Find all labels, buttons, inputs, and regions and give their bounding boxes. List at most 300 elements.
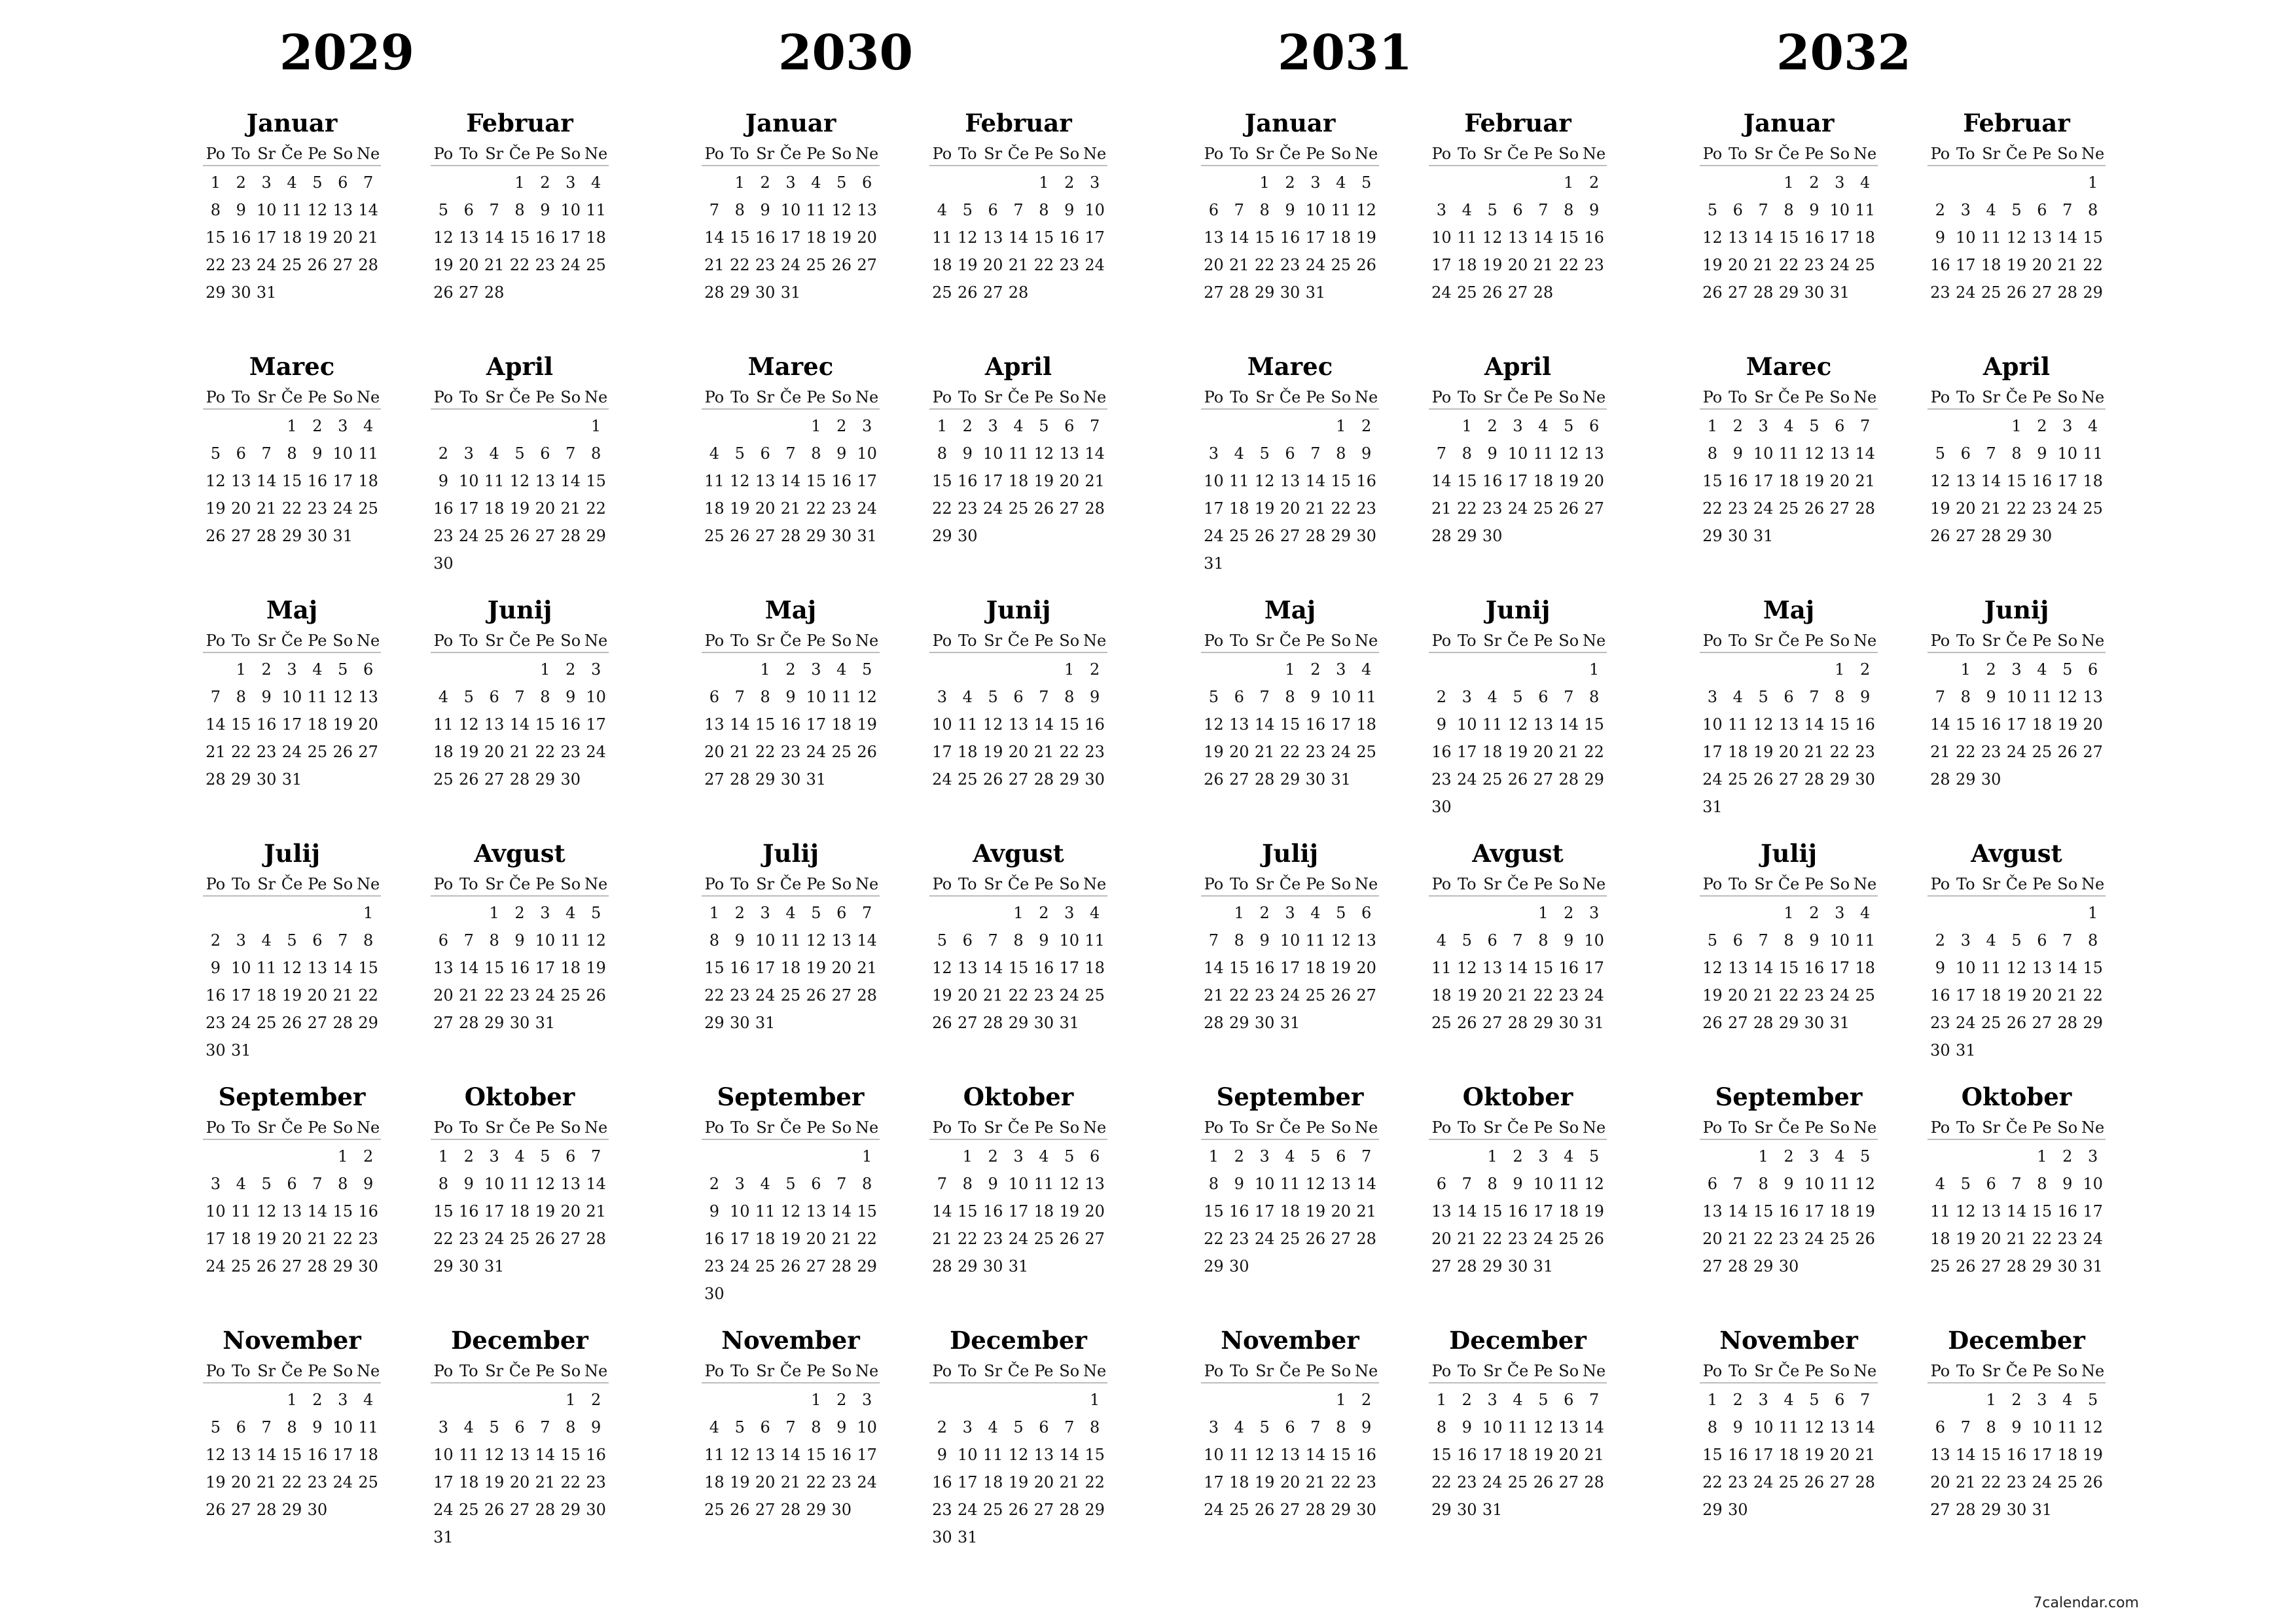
- month-marec: [203, 352, 381, 590]
- day-cell: 9: [1310, 688, 1321, 706]
- day-cell: 7: [1935, 688, 1946, 706]
- day-cell: 2: [988, 1147, 998, 1166]
- day-cell: 18: [1033, 1202, 1054, 1221]
- weekday-header: [431, 630, 609, 653]
- day-cell: 5: [1259, 1418, 1270, 1436]
- day-cell: 3: [463, 444, 474, 463]
- day-cell: 12: [256, 1202, 277, 1221]
- day-cell: 12: [1956, 1202, 1976, 1221]
- weekday-label: Če: [2005, 875, 2028, 893]
- day-cell: 13: [1008, 715, 1029, 734]
- day-cell: 3: [1707, 688, 1718, 706]
- day-cell: 18: [780, 959, 801, 977]
- day-cell: 17: [1753, 472, 1774, 490]
- day-cell: 22: [535, 743, 556, 761]
- day-cell: 5: [1809, 1391, 1820, 1409]
- day-cell: 25: [2032, 743, 2053, 761]
- weekday-label: Pe: [1306, 388, 1325, 406]
- day-cell: 16: [1804, 228, 1825, 247]
- day-cell: 27: [1331, 1230, 1351, 1248]
- day-cell: 8: [709, 931, 720, 950]
- weekday-label: Sr: [1483, 632, 1502, 650]
- day-cell: 5: [312, 173, 323, 192]
- day-cell: 28: [1753, 283, 1774, 302]
- day-cell: 26: [831, 256, 852, 274]
- day-cell: 8: [338, 1175, 348, 1193]
- day-cell: 6: [1960, 444, 1971, 463]
- day-cell: 9: [988, 1175, 998, 1193]
- day-cell: 15: [1533, 959, 1554, 977]
- day-cell: 6: [1732, 201, 1743, 219]
- day-cell: 20: [1930, 1473, 1950, 1491]
- day-cell: 10: [1584, 931, 1604, 950]
- day-cell: 4: [1859, 904, 1871, 922]
- day-cell: 29: [2006, 527, 2027, 545]
- weekday-label: Sr: [1754, 388, 1773, 406]
- day-cell: 6: [1835, 1391, 1845, 1409]
- weekday-label: Po: [1204, 1362, 1224, 1380]
- day-cell: 19: [1855, 1202, 1875, 1221]
- day-cell: 27: [358, 743, 378, 761]
- day-cell: 28: [1254, 770, 1275, 789]
- day-cell: 8: [1285, 688, 1295, 706]
- weekday-label: So: [831, 388, 852, 406]
- month-title: November: [1719, 1326, 1858, 1355]
- day-cell: 13: [1778, 715, 1799, 734]
- weekday-label: So: [332, 632, 353, 650]
- day-cell: 10: [484, 1175, 505, 1193]
- day-cell: 16: [755, 228, 776, 247]
- day-cell: 11: [1229, 1446, 1249, 1464]
- day-cell: 28: [509, 770, 530, 789]
- weekday-label: Sr: [1255, 875, 1274, 893]
- day-cell: 8: [1336, 444, 1346, 463]
- weekday-label: Pe: [1306, 1362, 1325, 1380]
- day-cell: 22: [1829, 743, 1850, 761]
- day-cell: 3: [338, 1391, 348, 1409]
- day-cell: 29: [1059, 770, 1079, 789]
- day-cell: 20: [231, 1473, 251, 1491]
- day-cell: 6: [1285, 444, 1295, 463]
- day-cell: 24: [2032, 1473, 2053, 1491]
- day-cell: 28: [1356, 1230, 1376, 1248]
- day-cell: 20: [1507, 256, 1528, 274]
- weekday-header: [1429, 873, 1607, 897]
- weekday-label: Sr: [485, 875, 504, 893]
- day-cell: 3: [988, 417, 998, 435]
- day-cell: 18: [358, 1446, 378, 1464]
- weekday-label: Po: [1431, 1362, 1452, 1380]
- day-cell: 12: [332, 688, 353, 706]
- day-cell: 8: [1487, 1175, 1498, 1193]
- day-cell: 13: [1533, 715, 1554, 734]
- weekday-label: Pe: [535, 145, 555, 163]
- day-cell: 23: [1280, 256, 1300, 274]
- day-cell: 27: [958, 1014, 978, 1032]
- weekday-label: To: [1956, 388, 1975, 406]
- day-cell: 20: [857, 228, 877, 247]
- day-cell: 26: [2083, 1473, 2103, 1491]
- day-cell: 26: [1702, 283, 1723, 302]
- day-cell: 15: [281, 1446, 302, 1464]
- day-cell: 23: [358, 1230, 378, 1248]
- month-januar: [1201, 111, 1379, 347]
- day-cell: 21: [857, 959, 877, 977]
- day-cell: 9: [514, 931, 525, 950]
- day-cell: 18: [256, 986, 277, 1005]
- day-cell: 27: [1558, 1473, 1579, 1491]
- day-cell: 13: [1558, 1418, 1579, 1436]
- day-cell: 4: [514, 1147, 525, 1166]
- day-cell: 4: [363, 417, 374, 435]
- day-cell: 27: [1280, 527, 1300, 545]
- weekday-label: To: [231, 145, 251, 163]
- weekday-header: [1201, 386, 1379, 410]
- weekday-label: Ne: [1853, 1118, 1877, 1137]
- footer-site-name: 7calendar.com: [2033, 1595, 2139, 1611]
- day-cell: 29: [206, 283, 226, 302]
- weekday-label: Če: [1778, 1118, 1800, 1137]
- day-cell: 31: [332, 527, 353, 545]
- day-cell: 15: [1753, 1202, 1774, 1221]
- month-title: Januar: [1743, 109, 1835, 137]
- day-cell: 1: [210, 173, 221, 192]
- day-cell: 29: [1431, 1501, 1452, 1519]
- day-cell: 29: [332, 1257, 353, 1275]
- day-cell: 6: [811, 1175, 821, 1193]
- day-cell: 18: [1331, 228, 1351, 247]
- day-cell: 19: [2006, 986, 2027, 1005]
- weekday-label: So: [2057, 145, 2078, 163]
- day-cell: 25: [755, 1257, 776, 1275]
- day-cell: 16: [1804, 959, 1825, 977]
- day-cell: 30: [586, 1501, 606, 1519]
- day-cell: 9: [438, 472, 449, 490]
- day-cell: 26: [332, 743, 353, 761]
- day-cell: 31: [806, 770, 827, 789]
- weekday-label: Sr: [1255, 145, 1274, 163]
- day-cell: 20: [509, 1473, 530, 1491]
- day-cell: 19: [1558, 472, 1579, 490]
- day-cell: 14: [1305, 472, 1326, 490]
- day-cell: 20: [281, 1230, 302, 1248]
- day-cell: 25: [1229, 1501, 1249, 1519]
- day-cell: 21: [1855, 1446, 1875, 1464]
- day-cell: 28: [1855, 1473, 1875, 1491]
- day-cell: 11: [2032, 688, 2053, 706]
- weekday-label: Pe: [1034, 1118, 1054, 1137]
- day-cell: 9: [1361, 444, 1372, 463]
- day-cell: 23: [307, 1473, 328, 1491]
- day-cell: 12: [206, 1446, 226, 1464]
- day-cell: 26: [2006, 283, 2027, 302]
- day-cell: 16: [586, 1446, 606, 1464]
- day-cell: 19: [958, 256, 978, 274]
- day-cell: 17: [857, 1446, 877, 1464]
- weekday-label: Pe: [1034, 1362, 1054, 1380]
- day-cell: 28: [1507, 1014, 1528, 1032]
- day-cell: 23: [1558, 986, 1579, 1005]
- day-cell: 8: [811, 1418, 821, 1436]
- day-cell: 22: [281, 499, 302, 518]
- day-cell: 10: [932, 715, 952, 734]
- month-title: November: [223, 1326, 361, 1355]
- day-cell: 14: [1033, 715, 1054, 734]
- day-cell: 2: [1809, 173, 1820, 192]
- day-cell: 9: [312, 1418, 323, 1436]
- day-cell: 15: [2006, 472, 2027, 490]
- day-cell: 6: [1039, 1418, 1049, 1436]
- day-cell: 3: [1462, 688, 1472, 706]
- day-cell: 25: [2057, 1473, 2077, 1491]
- day-cell: 11: [831, 688, 852, 706]
- weekday-label: To: [958, 632, 977, 650]
- day-cell: 2: [2037, 417, 2047, 435]
- weekday-label: So: [560, 1118, 581, 1137]
- day-cell: 5: [734, 444, 745, 463]
- day-cell: 16: [535, 228, 556, 247]
- day-cell: 14: [1254, 715, 1275, 734]
- day-cell: 19: [1753, 743, 1774, 761]
- day-cell: 28: [1457, 1257, 1477, 1275]
- day-cell: 3: [1513, 417, 1523, 435]
- day-cell: 12: [1331, 931, 1351, 950]
- weekday-label: Sr: [1754, 1118, 1773, 1137]
- day-cell: 23: [831, 1473, 852, 1491]
- weekday-label: Ne: [1083, 1362, 1107, 1380]
- month-title: Junij: [487, 596, 552, 624]
- day-cell: 22: [932, 499, 952, 518]
- weekday-label: Ne: [1582, 875, 1606, 893]
- day-cell: 17: [535, 959, 556, 977]
- day-cell: 29: [1280, 770, 1300, 789]
- day-cell: 19: [2083, 1446, 2103, 1464]
- day-cell: 17: [1280, 959, 1300, 977]
- weekday-label: So: [1059, 1362, 1080, 1380]
- day-cell: 12: [730, 1446, 750, 1464]
- day-cell: 16: [307, 1446, 328, 1464]
- month-februar: [1429, 111, 1607, 347]
- day-cell: 4: [590, 173, 601, 192]
- day-cell: 14: [586, 1175, 606, 1193]
- day-cell: 11: [1829, 1175, 1850, 1193]
- day-cell: 6: [236, 1418, 246, 1436]
- weekday-label: Po: [1702, 1118, 1723, 1137]
- day-cell: 27: [459, 283, 479, 302]
- weekday-label: Po: [206, 875, 226, 893]
- day-cell: 10: [1753, 1418, 1774, 1436]
- weekday-label: Če: [281, 1362, 303, 1380]
- weekday-label: So: [831, 1118, 852, 1137]
- day-cell: 23: [2006, 1473, 2027, 1491]
- day-cell: 20: [982, 256, 1003, 274]
- day-cell: 15: [1254, 228, 1275, 247]
- day-cell: 11: [358, 444, 378, 463]
- day-cell: 11: [231, 1202, 251, 1221]
- day-cell: 5: [1588, 1147, 1600, 1166]
- day-cell: 13: [1085, 1175, 1105, 1193]
- weekday-label: To: [1457, 388, 1477, 406]
- day-cell: 5: [836, 173, 847, 192]
- day-cell: 12: [806, 931, 827, 950]
- month-avgust: [1928, 839, 2106, 1077]
- day-cell: 16: [958, 472, 978, 490]
- month-avgust: [1429, 839, 1607, 1077]
- day-cell: 11: [1930, 1202, 1950, 1221]
- day-cell: 27: [1059, 499, 1079, 518]
- day-cell: 19: [1254, 499, 1275, 518]
- month-title: September: [717, 1082, 865, 1111]
- day-cell: 24: [806, 743, 827, 761]
- day-cell: 18: [1778, 1446, 1799, 1464]
- weekday-label: Pe: [2032, 1118, 2052, 1137]
- day-cell: 16: [1305, 715, 1326, 734]
- weekday-label: Ne: [2081, 145, 2105, 163]
- weekday-label: Po: [1702, 875, 1723, 893]
- weekday-label: Po: [1431, 388, 1452, 406]
- weekday-label: Sr: [1982, 145, 2001, 163]
- day-cell: 21: [1855, 472, 1875, 490]
- day-cell: 29: [958, 1257, 978, 1275]
- day-cell: 12: [2057, 688, 2077, 706]
- day-cell: 24: [231, 1014, 251, 1032]
- day-cell: 24: [1507, 499, 1528, 518]
- day-cell: 30: [1728, 527, 1748, 545]
- day-cell: 14: [780, 472, 801, 490]
- day-cell: 7: [1732, 1175, 1743, 1193]
- month-title: Januar: [1244, 109, 1336, 137]
- day-cell: 6: [836, 904, 847, 922]
- day-cell: 26: [459, 770, 479, 789]
- weekday-label: Ne: [584, 1118, 608, 1137]
- weekday-header: [1928, 386, 2106, 410]
- day-cell: 21: [780, 499, 801, 518]
- weekday-label: Pe: [1034, 632, 1054, 650]
- weekday-label: Po: [1930, 632, 1950, 650]
- weekday-label: Po: [206, 145, 226, 163]
- day-cell: 11: [1229, 472, 1249, 490]
- day-cell: 24: [1457, 770, 1477, 789]
- day-cell: 26: [1254, 1501, 1275, 1519]
- month-november: [1700, 1326, 1878, 1564]
- day-cell: 13: [755, 472, 776, 490]
- day-cell: 1: [1588, 660, 1600, 679]
- weekday-label: Po: [704, 632, 725, 650]
- weekday-label: Sr: [257, 632, 276, 650]
- day-cell: 1: [1259, 173, 1270, 192]
- day-cell: 6: [1436, 1175, 1447, 1193]
- day-cell: 6: [1784, 688, 1794, 706]
- month-title: Avgust: [1971, 839, 2062, 868]
- day-cell: 1: [287, 417, 297, 435]
- day-cell: 18: [459, 1473, 479, 1491]
- day-cell: 19: [206, 499, 226, 518]
- weekday-label: Sr: [984, 388, 1003, 406]
- weekday-label: So: [332, 1362, 353, 1380]
- day-cell: 27: [704, 770, 725, 789]
- day-cell: 14: [358, 201, 378, 219]
- day-cell: 27: [831, 986, 852, 1005]
- day-cell: 29: [1981, 1501, 2001, 1519]
- day-cell: 20: [307, 986, 328, 1005]
- day-cell: 23: [1804, 986, 1825, 1005]
- weekday-label: Če: [1778, 632, 1800, 650]
- day-cell: 31: [1008, 1257, 1029, 1275]
- day-cell: 26: [932, 1014, 952, 1032]
- weekday-label: Sr: [756, 875, 775, 893]
- day-cell: 2: [514, 904, 525, 922]
- day-cell: 1: [1013, 904, 1024, 922]
- day-cell: 13: [509, 1446, 530, 1464]
- day-cell: 2: [1588, 173, 1600, 192]
- day-cell: 17: [586, 715, 606, 734]
- day-cell: 15: [560, 1446, 581, 1464]
- month-title: Marec: [1247, 352, 1333, 381]
- day-cell: 3: [1835, 173, 1845, 192]
- day-cell: 22: [1431, 1473, 1452, 1491]
- day-cell: 30: [831, 527, 852, 545]
- weekday-label: Ne: [2081, 632, 2105, 650]
- day-cell: 16: [2006, 1446, 2027, 1464]
- day-cell: 4: [1234, 444, 1244, 463]
- day-cell: 28: [1930, 770, 1950, 789]
- day-cell: 13: [1229, 715, 1249, 734]
- weekday-label: Če: [1778, 145, 1800, 163]
- day-cell: 26: [535, 1230, 556, 1248]
- weekday-label: Če: [509, 875, 531, 893]
- day-cell: 26: [1059, 1230, 1079, 1248]
- weekday-label: Po: [932, 388, 952, 406]
- weekday-label: So: [1331, 875, 1352, 893]
- day-cell: 8: [734, 201, 745, 219]
- day-cell: 29: [535, 770, 556, 789]
- day-cell: 17: [256, 228, 277, 247]
- day-cell: 3: [1310, 173, 1321, 192]
- month-title: Avgust: [973, 839, 1064, 868]
- day-cell: 28: [1855, 499, 1875, 518]
- day-cell: 6: [540, 444, 550, 463]
- day-cell: 24: [982, 499, 1003, 518]
- day-cell: 6: [1064, 417, 1075, 435]
- day-cell: 5: [1935, 444, 1946, 463]
- day-cell: 3: [1436, 201, 1447, 219]
- day-cell: 20: [1482, 986, 1503, 1005]
- day-cell: 2: [210, 931, 221, 950]
- day-cell: 23: [932, 1501, 952, 1519]
- day-cell: 6: [463, 201, 474, 219]
- day-cell: 4: [1462, 201, 1472, 219]
- weekday-label: Če: [1507, 1118, 1529, 1137]
- day-cell: 12: [932, 959, 952, 977]
- day-cell: 21: [1507, 986, 1528, 1005]
- day-cell: 18: [1533, 472, 1554, 490]
- day-cell: 8: [287, 444, 297, 463]
- day-cell: 27: [231, 527, 251, 545]
- day-cell: 25: [1331, 256, 1351, 274]
- weekday-label: Pe: [1804, 632, 1824, 650]
- day-cell: 10: [231, 959, 251, 977]
- month-title: April: [1982, 352, 2051, 381]
- weekday-label: So: [1558, 632, 1579, 650]
- day-cell: 25: [1855, 256, 1875, 274]
- day-cell: 12: [1356, 201, 1376, 219]
- day-cell: 29: [1702, 527, 1723, 545]
- day-cell: 21: [256, 499, 277, 518]
- day-cell: 23: [1356, 499, 1376, 518]
- day-cell: 20: [358, 715, 378, 734]
- day-cell: 16: [1280, 228, 1300, 247]
- day-cell: 8: [1462, 444, 1472, 463]
